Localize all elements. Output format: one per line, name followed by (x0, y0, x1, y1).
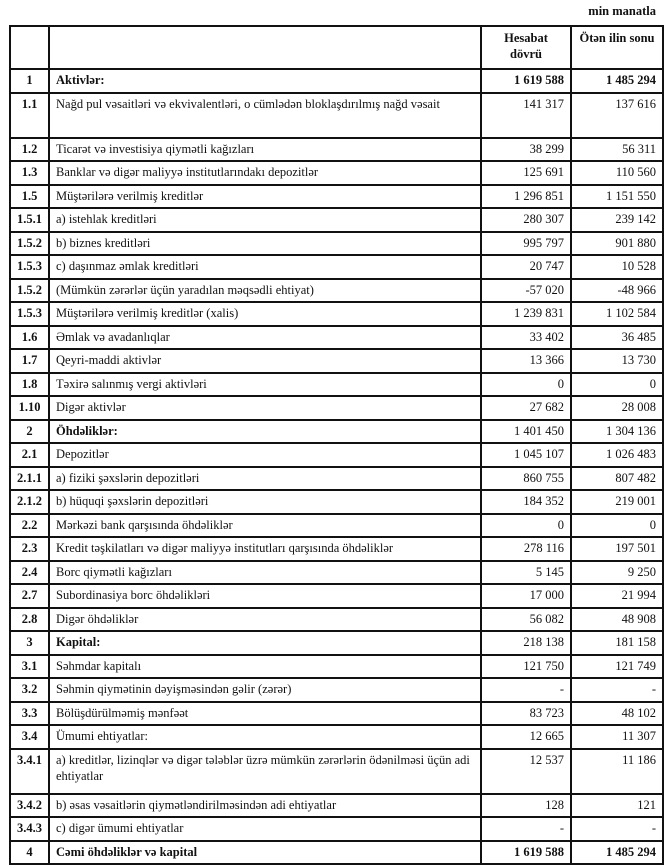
previous-year-value: 36 485 (571, 326, 663, 350)
previous-year-value: 110 560 (571, 161, 663, 185)
current-period-value: 125 691 (481, 161, 571, 185)
previous-year-value: 137 616 (571, 93, 663, 138)
row-label: Səhmin qiymətinin dəyişməsindən gəlir (zərər) (49, 678, 481, 702)
row-label: Ticarət və investisiya qiymətli kağızları (49, 138, 481, 162)
row-label: Təxirə salınmış vergi aktivləri (49, 373, 481, 397)
current-period-value: - (481, 678, 571, 702)
row-label: Borc qiymətli kağızları (49, 561, 481, 585)
row-number: 3.4 (10, 725, 49, 749)
previous-year-value: 219 001 (571, 490, 663, 514)
current-period-value: 1 401 450 (481, 420, 571, 444)
row-number: 2.2 (10, 514, 49, 538)
row-number: 3.4.2 (10, 794, 49, 818)
previous-year-value: 1 026 483 (571, 443, 663, 467)
balance-sheet-table (9, 25, 664, 865)
row-number: 2.8 (10, 608, 49, 632)
table-row (10, 655, 663, 679)
table-row (10, 584, 663, 608)
current-period-value: 1 239 831 (481, 302, 571, 326)
row-number: 1.5.3 (10, 302, 49, 326)
table-row (10, 420, 663, 444)
row-label: c) daşınmaz əmlak kreditləri (49, 255, 481, 279)
current-period-value: -57 020 (481, 279, 571, 303)
current-period-value: 38 299 (481, 138, 571, 162)
table-header-row (10, 26, 663, 69)
previous-year-value: 11 307 (571, 725, 663, 749)
row-label: a) fiziki şəxslərin depozitləri (49, 467, 481, 491)
row-number: 1.7 (10, 349, 49, 373)
table-row (10, 490, 663, 514)
previous-year-value: 10 528 (571, 255, 663, 279)
row-number: 2.4 (10, 561, 49, 585)
unit-label: min manatla (588, 4, 656, 18)
previous-year-value: 121 (571, 794, 663, 818)
row-label: Kredit təşkilatları və digər maliyyə institutları qarşısında öhdəliklər (49, 537, 481, 561)
previous-year-value: 9 250 (571, 561, 663, 585)
previous-year-value: 1 485 294 (571, 841, 663, 865)
table-row (10, 725, 663, 749)
row-number: 3.2 (10, 678, 49, 702)
row-label: Cəmi öhdəliklər və kapital (49, 841, 481, 865)
row-label: Depozitlər (49, 443, 481, 467)
row-number: 4 (10, 841, 49, 865)
current-period-value: 278 116 (481, 537, 571, 561)
previous-year-value: 239 142 (571, 208, 663, 232)
current-period-value: 17 000 (481, 584, 571, 608)
row-label: Öhdəliklər: (49, 420, 481, 444)
header-previous-year-end: Ötən ilin sonu (571, 26, 663, 69)
table-row (10, 608, 663, 632)
row-label: Kapital: (49, 631, 481, 655)
row-label: Ümumi ehtiyatlar: (49, 725, 481, 749)
current-period-value: 56 082 (481, 608, 571, 632)
table-row (10, 373, 663, 397)
header-label (49, 26, 481, 69)
row-label: Digər öhdəliklər (49, 608, 481, 632)
row-number: 2.1.2 (10, 490, 49, 514)
header-current-period: Hesabat dövrü (481, 26, 571, 69)
table-row (10, 794, 663, 818)
current-period-value: 141 317 (481, 93, 571, 138)
current-period-value: 1 045 107 (481, 443, 571, 467)
row-number: 1.8 (10, 373, 49, 397)
row-number: 1.5.1 (10, 208, 49, 232)
current-period-value: 20 747 (481, 255, 571, 279)
table-row (10, 349, 663, 373)
previous-year-value: 0 (571, 514, 663, 538)
table-row (10, 631, 663, 655)
row-label: Nağd pul vəsaitləri və ekvivalentləri, o cümlədən bloklaşdırılmış nağd vəsait (49, 93, 481, 138)
current-period-value: 12 665 (481, 725, 571, 749)
table-row (10, 326, 663, 350)
row-number: 1.5.3 (10, 255, 49, 279)
table-row (10, 702, 663, 726)
previous-year-value: - (571, 678, 663, 702)
table-row (10, 537, 663, 561)
row-number: 2 (10, 420, 49, 444)
table-row (10, 749, 663, 794)
previous-year-value: 11 186 (571, 749, 663, 794)
table-row (10, 255, 663, 279)
current-period-value: 27 682 (481, 396, 571, 420)
row-number: 2.3 (10, 537, 49, 561)
table-row (10, 69, 663, 93)
previous-year-value: 1 304 136 (571, 420, 663, 444)
row-number: 2.7 (10, 584, 49, 608)
row-number: 3.3 (10, 702, 49, 726)
row-number: 1.2 (10, 138, 49, 162)
row-label: Qeyri-maddi aktivlər (49, 349, 481, 373)
current-period-value: 1 619 588 (481, 841, 571, 865)
table-row (10, 678, 663, 702)
row-number: 1.5 (10, 185, 49, 209)
row-label: Müştərilərə verilmiş kreditlər (49, 185, 481, 209)
previous-year-value: 56 311 (571, 138, 663, 162)
previous-year-value: 21 994 (571, 584, 663, 608)
current-period-value: 5 145 (481, 561, 571, 585)
table-row (10, 161, 663, 185)
row-number: 3.1 (10, 655, 49, 679)
previous-year-value: 901 880 (571, 232, 663, 256)
current-period-value: 0 (481, 514, 571, 538)
current-period-value: 1 296 851 (481, 185, 571, 209)
row-label: Banklar və digər maliyyə institutlarındakı depozitlər (49, 161, 481, 185)
table-row (10, 138, 663, 162)
table-row (10, 817, 663, 841)
current-period-value: 12 537 (481, 749, 571, 794)
table-row (10, 185, 663, 209)
current-period-value: 860 755 (481, 467, 571, 491)
row-label: a) kreditlər, lizinqlər və digər tələblər üzrə mümkün zərərlərin ödənilməsi üçün adi ehtiyatlar (49, 749, 481, 794)
current-period-value: 0 (481, 373, 571, 397)
row-label: Subordinasiya borc öhdəlikləri (49, 584, 481, 608)
row-number: 3.4.1 (10, 749, 49, 794)
row-number: 2.1 (10, 443, 49, 467)
row-label: Bölüşdürülməmiş mənfəət (49, 702, 481, 726)
current-period-value: 280 307 (481, 208, 571, 232)
previous-year-value: -48 966 (571, 279, 663, 303)
previous-year-value: 1 485 294 (571, 69, 663, 93)
previous-year-value: 28 008 (571, 396, 663, 420)
current-period-value: 184 352 (481, 490, 571, 514)
row-number: 1 (10, 69, 49, 93)
row-label: b) biznes kreditləri (49, 232, 481, 256)
previous-year-value: 1 102 584 (571, 302, 663, 326)
previous-year-value: 1 151 550 (571, 185, 663, 209)
table-row (10, 841, 663, 865)
current-period-value: 218 138 (481, 631, 571, 655)
current-period-value: - (481, 817, 571, 841)
row-number: 3.4.3 (10, 817, 49, 841)
row-number: 1.1 (10, 93, 49, 138)
row-number: 1.6 (10, 326, 49, 350)
row-number: 3 (10, 631, 49, 655)
previous-year-value: 13 730 (571, 349, 663, 373)
row-number: 1.10 (10, 396, 49, 420)
table-row (10, 232, 663, 256)
table-row (10, 279, 663, 303)
previous-year-value: 121 749 (571, 655, 663, 679)
row-label: Müştərilərə verilmiş kreditlər (xalis) (49, 302, 481, 326)
row-label: a) istehlak kreditləri (49, 208, 481, 232)
table-row (10, 93, 663, 138)
row-label: Əmlak və avadanlıqlar (49, 326, 481, 350)
row-label: Mərkəzi bank qarşısında öhdəliklər (49, 514, 481, 538)
current-period-value: 121 750 (481, 655, 571, 679)
row-number: 1.5.2 (10, 232, 49, 256)
row-number: 2.1.1 (10, 467, 49, 491)
table-row (10, 208, 663, 232)
table-row (10, 467, 663, 491)
current-period-value: 1 619 588 (481, 69, 571, 93)
current-period-value: 83 723 (481, 702, 571, 726)
row-label: b) əsas vəsaitlərin qiymətləndirilməsindən adi ehtiyatlar (49, 794, 481, 818)
table-row (10, 514, 663, 538)
row-label: b) hüquqi şəxslərin depozitləri (49, 490, 481, 514)
row-number: 1.3 (10, 161, 49, 185)
previous-year-value: 0 (571, 373, 663, 397)
current-period-value: 128 (481, 794, 571, 818)
table-row (10, 443, 663, 467)
previous-year-value: 48 102 (571, 702, 663, 726)
row-number: 1.5.2 (10, 279, 49, 303)
header-num (10, 26, 49, 69)
previous-year-value: - (571, 817, 663, 841)
row-label: Səhmdar kapitalı (49, 655, 481, 679)
previous-year-value: 197 501 (571, 537, 663, 561)
table-row (10, 302, 663, 326)
row-label: c) digər ümumi ehtiyatlar (49, 817, 481, 841)
previous-year-value: 807 482 (571, 467, 663, 491)
current-period-value: 995 797 (481, 232, 571, 256)
previous-year-value: 48 908 (571, 608, 663, 632)
table-row (10, 396, 663, 420)
row-label: Aktivlər: (49, 69, 481, 93)
row-label: (Mümkün zərərlər üçün yaradılan məqsədli ehtiyat) (49, 279, 481, 303)
current-period-value: 33 402 (481, 326, 571, 350)
previous-year-value: 181 158 (571, 631, 663, 655)
row-label: Digər aktivlər (49, 396, 481, 420)
table-row (10, 561, 663, 585)
current-period-value: 13 366 (481, 349, 571, 373)
